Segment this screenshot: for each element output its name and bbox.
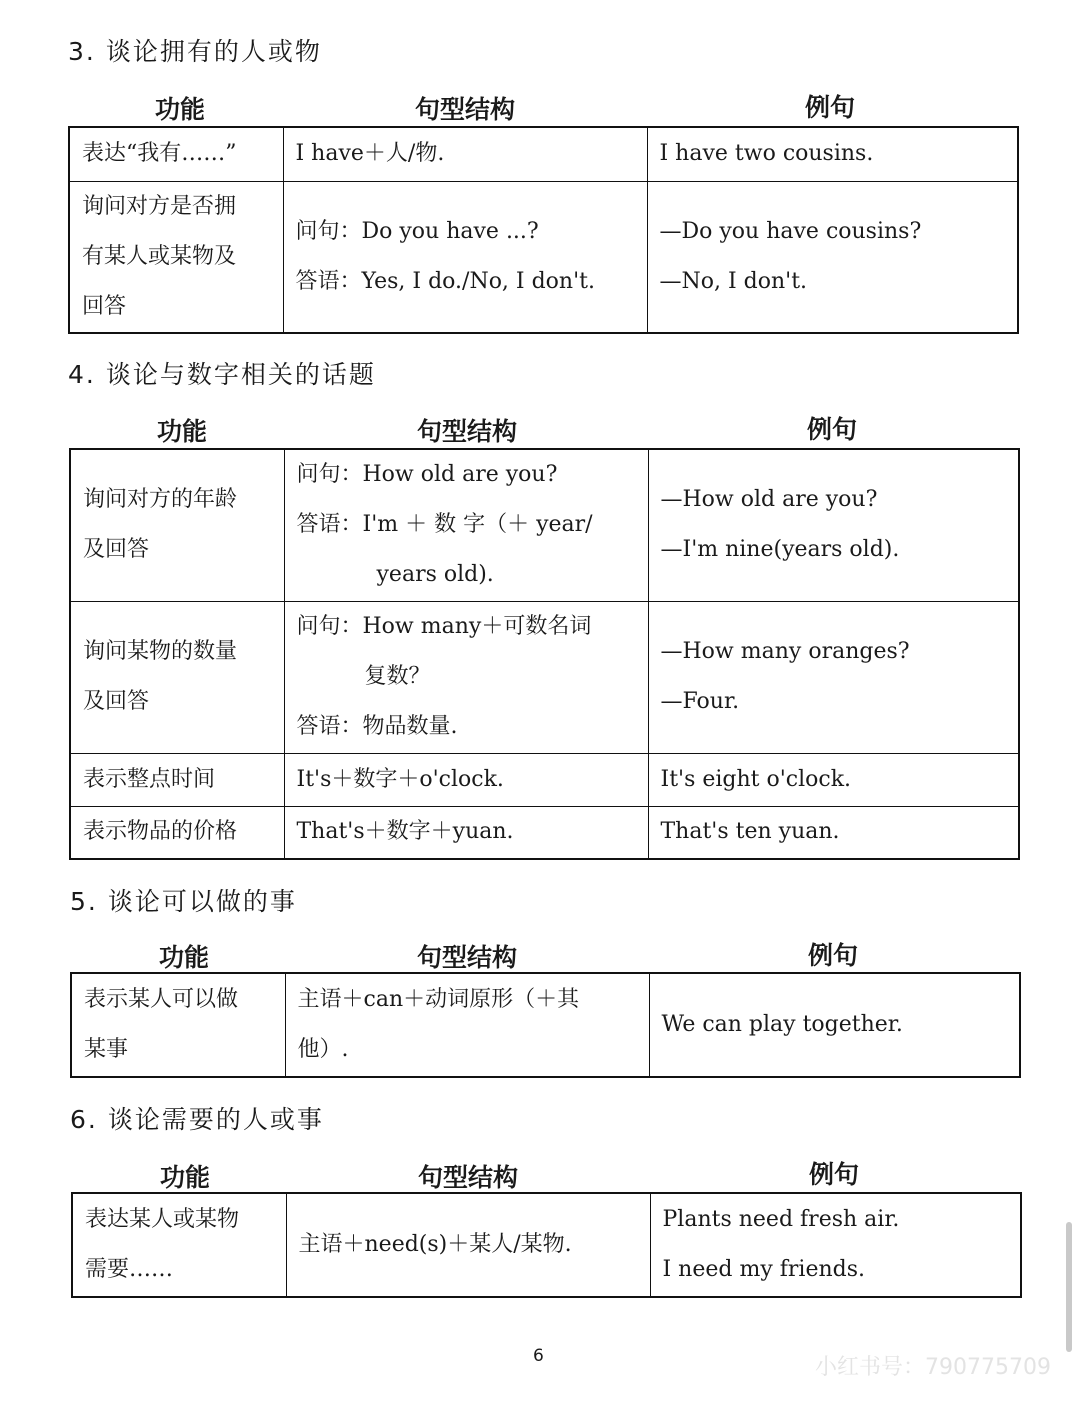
header-struct: 句型结构 [414,95,515,124]
table-row [71,973,1020,1077]
header-example: 例句 [804,93,855,122]
cell-example: I have two cousins. [647,127,1018,181]
table-row [70,753,1019,806]
table-row [69,181,1018,333]
header-struct: 句型结构 [416,943,517,972]
cell-func: 表达“我有……” [69,127,283,181]
cell-struct: 问句：How old are you? 答语：I'm ＋ 数 字（＋ year/ years old). [284,449,648,601]
cell-func: 询问某物的数量 及回答 [70,601,284,753]
table-section-6 [71,1192,1022,1298]
cell-func: 表示整点时间 [70,753,284,806]
cell-func: 表示某人可以做 某事 [71,973,285,1077]
cell-struct: 主语＋can＋动词原形（＋其 他）. [285,973,649,1077]
cell-example: It's eight o'clock. [648,753,1019,806]
header-struct: 句型结构 [416,417,517,446]
section-5-title: 5. 谈论可以做的事 [70,887,297,916]
page-number: 6 [533,1346,544,1366]
table-section-5 [70,972,1021,1078]
table-row [70,601,1019,753]
table-row [70,449,1019,601]
cell-example: —How old are you? —I'm nine(years old). [648,449,1019,601]
cell-struct: 问句：Do you have ...? 答语：Yes, I do./No, I don't. [283,181,647,333]
header-func: 功能 [159,1163,210,1192]
cell-struct: 主语＋need(s)＋某人/某物. [286,1193,650,1297]
cell-example: —Do you have cousins? —No, I don't. [647,181,1018,333]
cell-example: Plants need fresh air. I need my friends. [650,1193,1021,1297]
header-example: 例句 [807,941,858,970]
header-example: 例句 [806,415,857,444]
table-section-3 [68,126,1019,334]
header-struct: 句型结构 [417,1163,518,1192]
section-6-title: 6. 谈论需要的人或事 [70,1105,324,1134]
cell-struct: 问句：How many＋可数名词 复数？ 答语：物品数量. [284,601,648,753]
cell-struct: It's＋数字＋o'clock. [284,753,648,806]
table-row [72,1193,1021,1297]
watermark: 小红书号：790775709 [815,1355,1051,1380]
section-4-title: 4. 谈论与数字相关的话题 [68,360,376,389]
cell-struct: That's＋数字＋yuan. [284,806,648,859]
header-example: 例句 [808,1160,859,1189]
header-func: 功能 [156,417,207,446]
cell-example: —How many oranges? —Four. [648,601,1019,753]
cell-func: 表示物品的价格 [70,806,284,859]
cell-struct: I have＋人/物. [283,127,647,181]
scrollbar[interactable] [1066,1222,1072,1352]
cell-example: We can play together. [649,973,1020,1077]
header-func: 功能 [158,943,209,972]
cell-example: That's ten yuan. [648,806,1019,859]
cell-func: 表达某人或某物 需要…… [72,1193,286,1297]
table-section-4 [69,448,1020,860]
cell-func: 询问对方是否拥 有某人或某物及 回答 [69,181,283,333]
table-row [70,806,1019,859]
cell-func: 询问对方的年龄 及回答 [70,449,284,601]
header-func: 功能 [154,95,205,124]
table-row [69,127,1018,181]
section-3-title: 3. 谈论拥有的人或物 [68,37,322,66]
